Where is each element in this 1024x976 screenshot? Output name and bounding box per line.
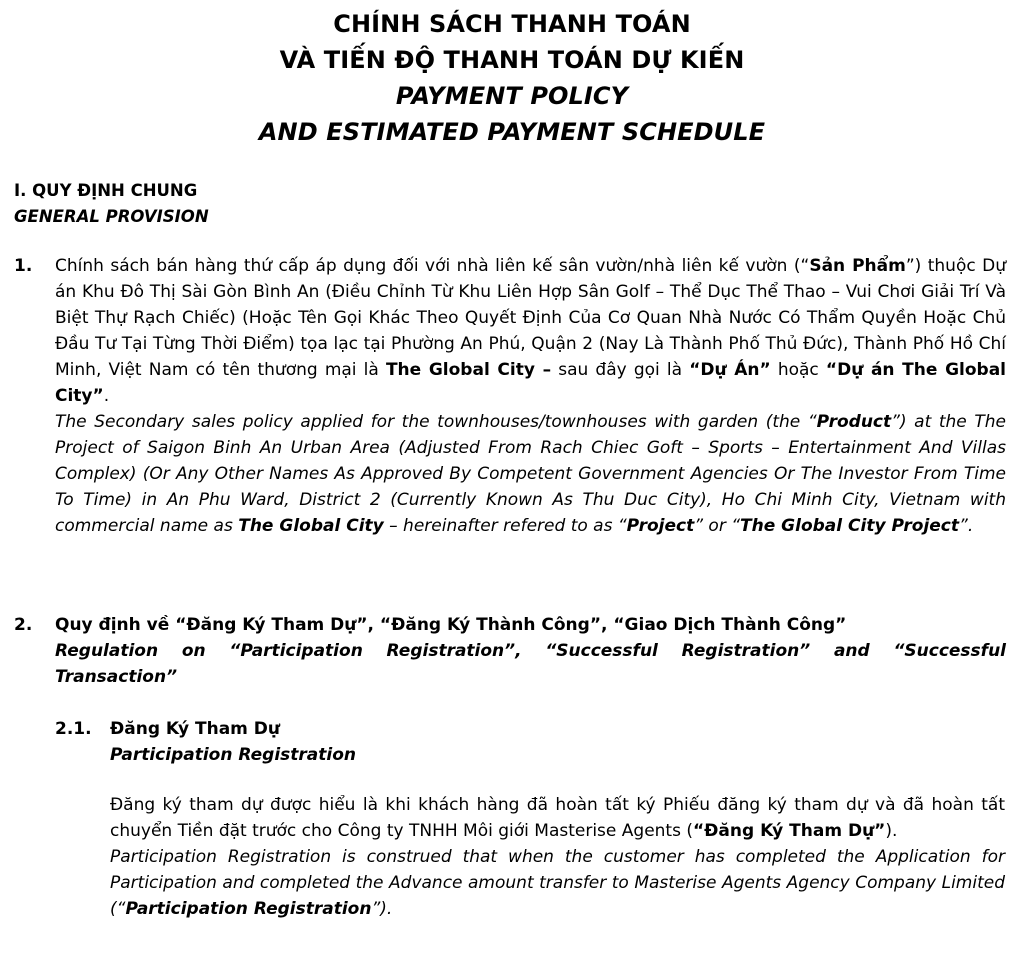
clause-2-heading-vi: Quy định về “Đăng Ký Tham Dự”, “Đăng Ký Thành Công”, “Giao Dịch Thành Công” <box>55 615 847 635</box>
clause-1-vi-text: hoặc <box>770 360 826 380</box>
title-en-line-1: PAYMENT POLICY <box>395 82 629 110</box>
section-1-heading-en: GENERAL PROVISION <box>14 207 209 226</box>
clause-1-vi-term-project: “Dự Án” <box>689 360 771 380</box>
clause-1-en-term-global-city-project: The Global City Project <box>740 516 960 536</box>
subclause-2-1-vi-text: ). <box>885 821 898 841</box>
clause-1 <box>14 253 1006 539</box>
clause-1-en-text: ” or “ <box>694 516 741 536</box>
clause-1-english <box>55 409 1006 539</box>
subclause-2-1-body <box>110 792 1005 922</box>
title-vi-line-1: CHÍNH SÁCH THANH TOÁN <box>333 10 691 38</box>
subclause-2-1-vietnamese <box>110 792 1005 844</box>
clause-1-vi-text: sau đây gọi là <box>551 360 690 380</box>
subclause-2-1-en-text: ”). <box>371 899 393 919</box>
clause-1-vi-term-product: Sản Phẩm <box>809 256 906 276</box>
subclause-2-1-heading-en: Participation Registration <box>110 745 356 765</box>
document-title <box>0 6 1024 150</box>
clause-1-vi-text: ”) thuộc Dự án Khu Đô Thị Sài Gòn Bình An (Điều Chỉnh Từ Khu Liên Hợp Sân Golf – Thể Dục Thể Thao – Vui Chơi Giải Trí Và Biệt Thự Rạch Chiếc) (Hoặc Tên Gọi Khác Theo Quyết Định Của Cơ Quan Nhà Nước Có Thẩm Quyền Hoặc Chủ Đầu Tư Tại Từng Thời Điểm) tọa lạc tại Phường An Phú, Quận 2 (Nay Là Thành Phố Thủ Đức), Thành Phố Hồ Chí Minh, Việt Nam có tên thương mại là <box>55 256 1007 380</box>
clause-1-vi-term-global-city: The Global City – <box>385 360 552 380</box>
clause-1-vi-text: Chính sách bán hàng thứ cấp áp dụng đối với nhà liên kế sân vườn/nhà liên kế vườn (“ <box>55 256 810 276</box>
title-en-line-2: AND ESTIMATED PAYMENT SCHEDULE <box>258 118 766 146</box>
subclause-2-1-en-term: Participation Registration <box>125 899 372 919</box>
clause-1-vi-term-global-city-project: “Dự án The Global City” <box>55 360 1006 406</box>
clause-1-en-text: The Secondary sales policy applied for the townhouses/townhouses with garden (the “ <box>55 412 817 432</box>
subclause-2-1 <box>55 716 1005 768</box>
subclause-2-1-vi-term: “Đăng Ký Tham Dự” <box>693 821 886 841</box>
subclause-2-1-en-text: Participation Registration is construed that when the customer has completed the Application for Participation and completed the Advance amount transfer to Masterise Agents Agency Company Limited (“ <box>110 847 1005 919</box>
section-1-heading <box>14 178 209 230</box>
subclause-2-1-vi-text: Đăng ký tham dự được hiểu là khi khách hàng đã hoàn tất ký Phiếu đăng ký tham dự và đã hoàn tất chuyển Tiền đặt trước cho Công ty TNHH Môi giới Masterise Agents ( <box>110 795 1005 841</box>
subclause-2-1-number: 2.1. <box>55 719 92 739</box>
clause-1-vi-text: . <box>103 386 110 406</box>
clause-2 <box>14 612 1006 690</box>
clause-1-vietnamese <box>55 253 1006 409</box>
subclause-2-1-english <box>110 844 1005 922</box>
section-1-heading-vi: I. QUY ĐỊNH CHUNG <box>14 181 198 200</box>
clause-2-number: 2. <box>14 615 33 635</box>
title-vi-line-2: VÀ TIẾN ĐỘ THANH TOÁN DỰ KIẾN <box>279 46 745 74</box>
subclause-2-1-heading-vi: Đăng Ký Tham Dự <box>110 719 281 739</box>
clause-1-en-term-product: Product <box>816 412 892 432</box>
clause-1-en-term-global-city: The Global City <box>238 516 384 536</box>
clause-1-en-text: ”) at the The Project of Saigon Binh An Urban Area (Adjusted From Rach Chiec Goft – Sports – Entertainment And Villas Complex) (Or Any Other Names As Approved By Competent Government Agencies Or The Investor From Time To Time) in An Phu Ward, District 2 (Currently Known As Thu Duc City), Ho Chi Minh City, Vietnam with commercial name as <box>55 412 1006 536</box>
clause-2-heading-en: Regulation on “Participation Registration”, “Successful Registration” and “Successful Transaction” <box>55 641 1006 687</box>
clause-1-en-term-project: Project <box>626 516 695 536</box>
clause-1-en-text: – hereinafter refered to as “ <box>383 516 627 536</box>
clause-1-number: 1. <box>14 256 33 276</box>
clause-1-en-text: ”. <box>959 516 974 536</box>
